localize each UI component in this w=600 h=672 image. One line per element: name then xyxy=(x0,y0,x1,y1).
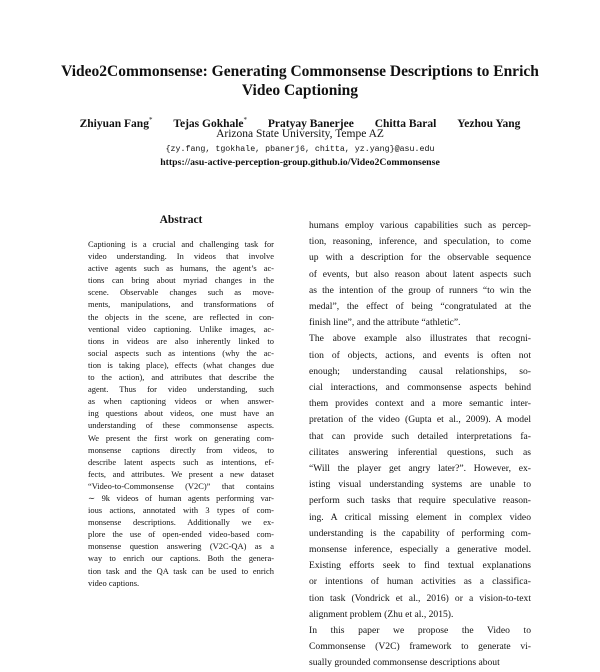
text-line: fects, and attributes. We present a new dataset xyxy=(88,468,274,479)
text-line: enough; understanding causal relationships, so- xyxy=(309,365,531,377)
text-line: cial interactions, and commonsense aspects behind xyxy=(309,382,531,394)
title-line-1: Video2Commonsense: Generating Commonsense Descriptions to Enrich xyxy=(61,63,539,80)
text-line: pretation of the video (Gupta et al., 2009). A model xyxy=(309,414,531,426)
author: Zhiyuan Fang* xyxy=(79,116,153,130)
text-line: ments, manipulations, and transformations of xyxy=(88,299,274,310)
author-emails: {zy.fang, tgokhale, pbanerj6, chitta, yz.yang}@asu.edu xyxy=(165,145,435,154)
text-line: of events, but also reason about latent aspects such xyxy=(309,268,531,280)
text-line: tions can bring about myriad changes in the xyxy=(88,275,274,286)
text-line: describe latent aspects such as intentions, ef- xyxy=(88,456,274,467)
text-line: active agents such as humans, the agent’s ac- xyxy=(88,263,274,274)
text-line: understanding is the capability of performing com- xyxy=(309,527,531,539)
text-line: monsense captions directly from videos, to xyxy=(88,444,274,455)
text-line: perform such tasks that require speculative reason- xyxy=(309,495,531,507)
author: Chitta Baral xyxy=(374,117,437,130)
text-line: to the action), and attributes that describe the xyxy=(88,372,274,383)
text-line: the objects in the scene, are reflected in con- xyxy=(88,311,274,322)
text-line: ∼ 9k videos of human agents performing var- xyxy=(88,492,274,503)
author: Yezhou Yang xyxy=(457,117,521,130)
text-line: humans employ various capabilities such as percep- xyxy=(309,220,531,231)
text-line: video captions. xyxy=(88,577,140,588)
text-line: social aspects such as intentions (why the ac- xyxy=(88,347,274,358)
text-line: ious actions, annotated with 3 types of com- xyxy=(88,505,274,516)
project-url: https://asu-active-perception-group.github.io/Video2Commonsense xyxy=(160,157,440,168)
text-line: We present the first work on generating com- xyxy=(88,432,274,443)
text-line: agent. Thus for video understanding, such xyxy=(88,384,274,395)
title-line-2: Video Captioning xyxy=(241,82,359,99)
text-line: as the intention of the group of runners “to win the xyxy=(309,284,531,296)
text-line: Existing efforts seek to find textual explanations xyxy=(309,560,531,572)
text-line: The above example also illustrates that recogni- xyxy=(309,333,531,345)
text-line: plore the use of open-ended video-based com- xyxy=(88,529,274,540)
text-line: tion is taking place), effects (what changes due xyxy=(88,359,274,370)
text-line: up with a description for the observable sequence xyxy=(309,252,531,264)
text-line: isting visual understanding systems are unable to xyxy=(309,479,531,491)
text-line: monsense descriptions. Additionally we ex- xyxy=(88,517,274,528)
text-line: finish line”, and the attribute “athletic”. xyxy=(309,317,461,329)
text-line: cilitates answering inferential questions, such as xyxy=(309,446,531,458)
text-line: that can provide such detailed interpretations fa- xyxy=(309,430,531,442)
text-line: ing. A critical missing element in complex video xyxy=(309,511,531,523)
text-line: them provides context and a more semantic inter- xyxy=(309,398,531,410)
text-line: sually grounded commonsense descriptions about xyxy=(309,657,500,669)
text-line: tions in videos are also inherently linked to xyxy=(88,335,274,346)
text-line: Captioning is a crucial and challenging task for xyxy=(88,239,274,249)
introduction-body xyxy=(309,218,531,672)
text-line: tion task (Vondrick et al., 2016) or a vision-to-text xyxy=(309,592,531,604)
author: Pratyay Banerjee xyxy=(267,117,354,130)
text-line: alignment problem (Zhu et al., 2015). xyxy=(309,608,454,620)
text-line: “Will the player get angry later?”. However, ex- xyxy=(309,463,531,475)
text-line: as when captioning videos or when answer- xyxy=(88,396,274,407)
text-line: medal”, the effect of being “congratulated at the xyxy=(309,301,531,313)
text-line: monsense question answering (V2C-QA) as a xyxy=(88,541,274,552)
text-line: Commonsense (V2C) framework to generate vi- xyxy=(309,641,531,653)
text-line: “Video-to-Commonsense (V2C)” that contains xyxy=(88,480,274,491)
affiliation: Arizona State University, Tempe AZ xyxy=(216,128,384,140)
text-line: tion, reasoning, inference, and speculation, to come xyxy=(309,236,531,248)
text-line: scene. Observable changes such as move- xyxy=(88,287,274,298)
text-line: way to enrich our captions. Both the genera- xyxy=(88,553,274,564)
text-line: ing questions about videos, one must have an xyxy=(88,408,274,419)
text-line: monsense inference, especially a generative model. xyxy=(309,544,531,556)
text-line: tion task and the QA task can be used to enrich xyxy=(88,565,274,576)
paper-title xyxy=(40,62,560,100)
author: Tejas Gokhale* xyxy=(173,116,248,130)
abstract-body xyxy=(88,238,274,589)
text-line: In this paper we propose the Video to xyxy=(309,625,531,637)
abstract-heading: Abstract xyxy=(159,214,203,226)
text-line: ventional video captioning. Unlike images, ac- xyxy=(88,323,274,334)
text-line: tion of objects, actions, and events is often not xyxy=(309,349,531,361)
text-line: video understanding. In videos that involve xyxy=(88,251,274,262)
text-line: or intentions of human activities as a classifica- xyxy=(309,576,531,588)
text-line: understanding of these commonsense aspects. xyxy=(88,420,274,431)
